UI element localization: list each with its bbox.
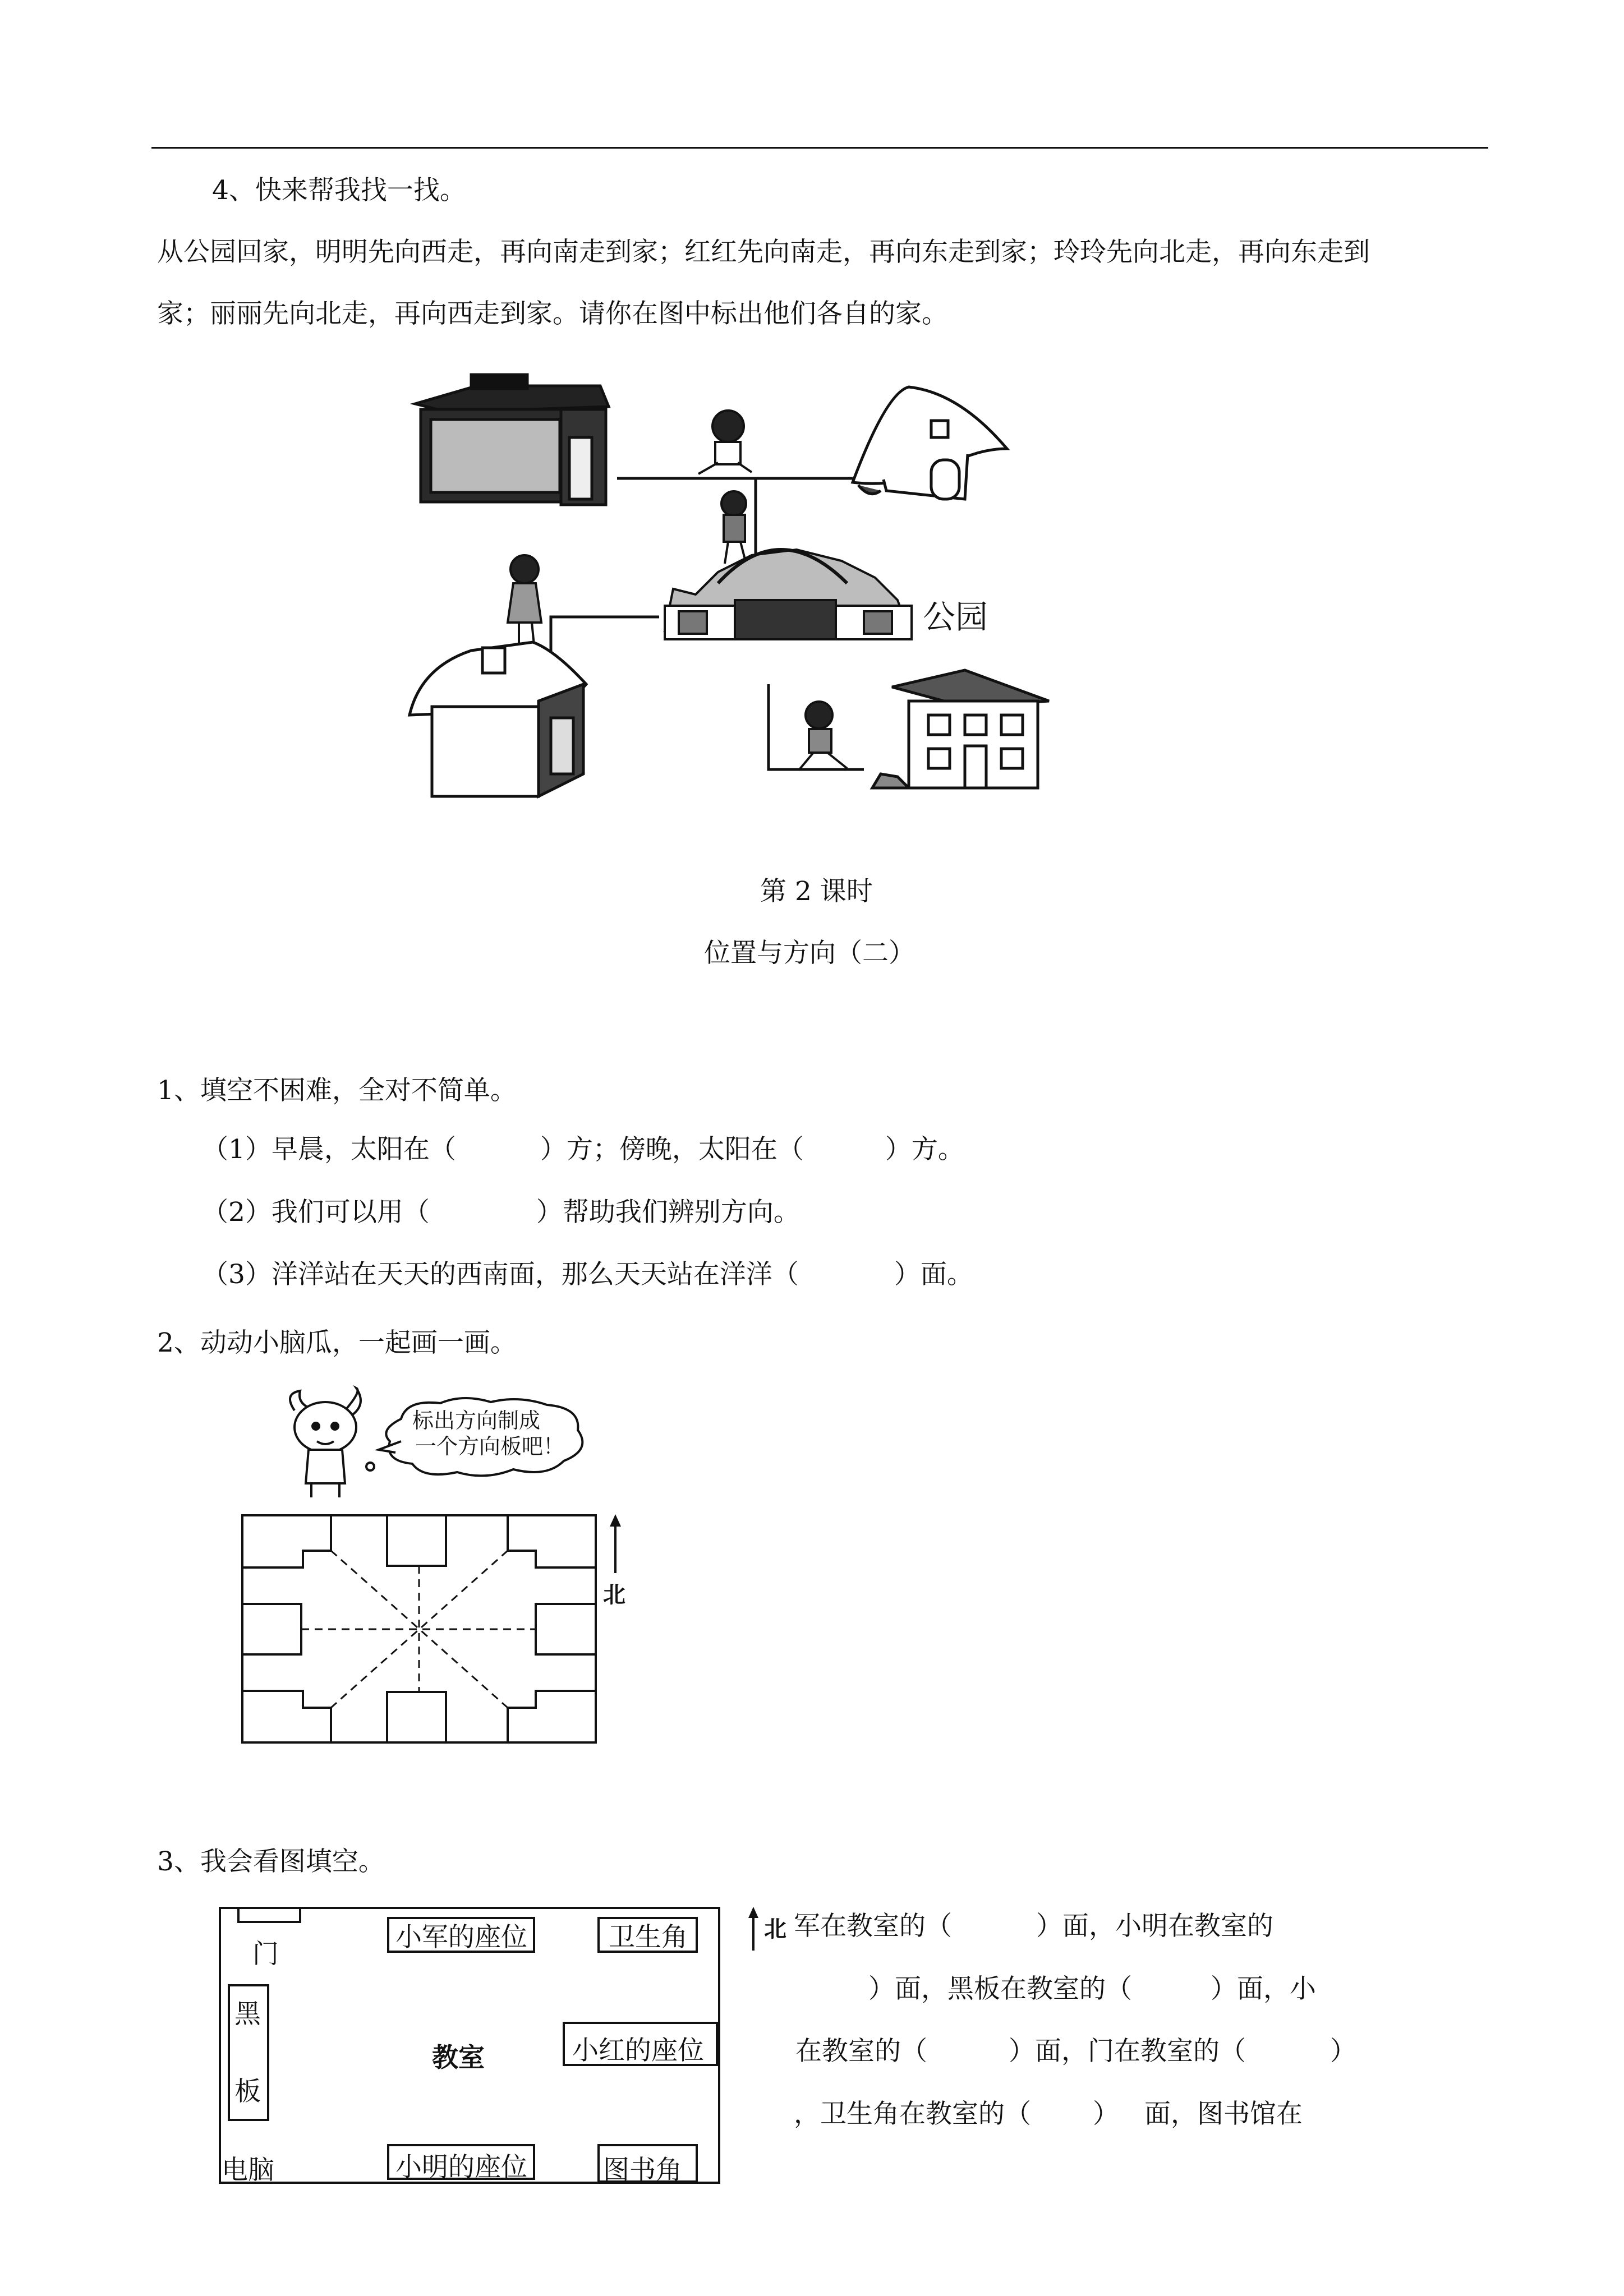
house-bottom-right <box>872 670 1049 788</box>
north-label: 北 <box>764 1916 786 1942</box>
section4-paragraph-line2: 家；丽丽先向北走，再向西走到家。请你在图中标出他们各自的家。 <box>157 298 948 329</box>
q3-line-2-part-b: ）面，小 <box>1211 1974 1316 2004</box>
goat-cartoon-icon <box>278 1388 390 1500</box>
xiaojun-seat-label: 小军的座位 <box>395 1922 527 1953</box>
q3-line-4-part-a: ，卫生角在教室的（ <box>794 2099 1031 2129</box>
lesson-title: 位置与方向（二） <box>704 938 915 969</box>
q1-item-1-part-a: （1）早晨，太阳在（ <box>202 1134 456 1165</box>
child-icon-hong <box>721 491 746 564</box>
house-top-left <box>415 375 609 505</box>
w-box <box>242 1604 301 1654</box>
door-label: 门 <box>252 1939 279 1970</box>
xiaohong-seat-label: 小红的座位 <box>572 2035 704 2066</box>
q1-item-3-part-b: ）面。 <box>894 1259 973 1290</box>
header-rule <box>151 147 1488 149</box>
lesson-number: 第 2 课时 <box>760 876 873 907</box>
q3-line-2 <box>868 1972 1316 2006</box>
q3-line-4-part-b: ） <box>1093 2099 1119 2129</box>
q1-item-1-part-c: ）方。 <box>885 1134 964 1165</box>
door-box <box>238 1908 300 1922</box>
q1-item-2-part-b: ）帮助我们辨别方向。 <box>536 1197 800 1228</box>
q3-line-1 <box>794 1910 1273 1943</box>
speech-text-line2: 一个方向板吧！ <box>415 1434 565 1459</box>
speech-text-line1: 标出方向制成 <box>412 1408 541 1433</box>
section4-paragraph-line1: 从公园回家，明明先向西走，再向南走到家；红红先向南走，再向东走到家；玲玲先向北走，再向东走到 <box>157 237 1370 268</box>
q1-item-3-part-a: （3）洋洋站在天天的西南面，那么天天站在洋洋（ <box>202 1259 799 1290</box>
north-arrow-icon <box>607 1514 624 1576</box>
house-bottom-left <box>410 642 586 796</box>
n-box <box>387 1515 446 1566</box>
toilet-label: 卫生角 <box>609 1922 688 1953</box>
e-box <box>536 1604 596 1654</box>
q3-line-4-part-c: 面，图书馆在 <box>1144 2099 1303 2129</box>
q1-item-2-part-a: （2）我们可以用（ <box>202 1197 430 1228</box>
q1-item-1 <box>202 1133 964 1167</box>
q3-line-3-part-b: ）面，门在教室的（ <box>1009 2036 1246 2067</box>
nw-box <box>242 1515 331 1567</box>
speech-text <box>412 1408 564 1459</box>
q3-line-3-part-c: ） <box>1330 2036 1356 2067</box>
child-icon-ling <box>508 555 541 645</box>
computer-label: 电脑 <box>222 2155 274 2186</box>
direction-board-diagram <box>241 1514 600 1744</box>
park-label: 公园 <box>923 599 988 635</box>
classroom-label: 教室 <box>432 2043 485 2073</box>
library-label: 图书角 <box>603 2155 682 2186</box>
direction-board-outline <box>242 1515 596 1742</box>
child-icon-li <box>799 702 847 769</box>
home-map-illustration <box>404 370 1088 796</box>
q3-line-1-part-b: ）面，小明在教室的 <box>1036 1911 1273 1942</box>
sw-box <box>242 1691 331 1742</box>
blackboard-label-1: 黑 <box>234 1999 261 2030</box>
house-top-right <box>853 387 1007 499</box>
q3-line-3 <box>795 2035 1356 2068</box>
north-arrow-icon <box>746 1907 761 1952</box>
q3-line-1-part-a: 军在教室的（ <box>794 1911 952 1942</box>
q1-item-2 <box>202 1196 800 1229</box>
park-icon <box>665 550 912 639</box>
q3-heading: 3、我会看图填空。 <box>157 1846 385 1877</box>
q3-line-4 <box>794 2097 1303 2131</box>
blackboard-label-2: 板 <box>234 2076 261 2107</box>
s-box <box>387 1692 446 1742</box>
q1-heading: 1、填空不困难，全对不简单。 <box>157 1075 517 1106</box>
ne-box <box>508 1515 596 1567</box>
xiaoming-seat-label: 小明的座位 <box>395 2152 527 2183</box>
q1-item-3 <box>202 1258 973 1292</box>
north-label: 北 <box>603 1582 625 1608</box>
q3-line-3-part-a: 在教室的（ <box>795 2036 927 2067</box>
section4-heading: 4、快来帮我找一找。 <box>212 175 466 206</box>
q3-line-2-part-a: ）面，黑板在教室的（ <box>868 1974 1132 2004</box>
q1-item-1-part-b: ）方；傍晚，太阳在（ <box>540 1134 804 1165</box>
se-box <box>508 1691 596 1742</box>
child-icon-ming <box>698 411 752 474</box>
q2-heading: 2、动动小脑瓜，一起画一画。 <box>157 1327 517 1358</box>
